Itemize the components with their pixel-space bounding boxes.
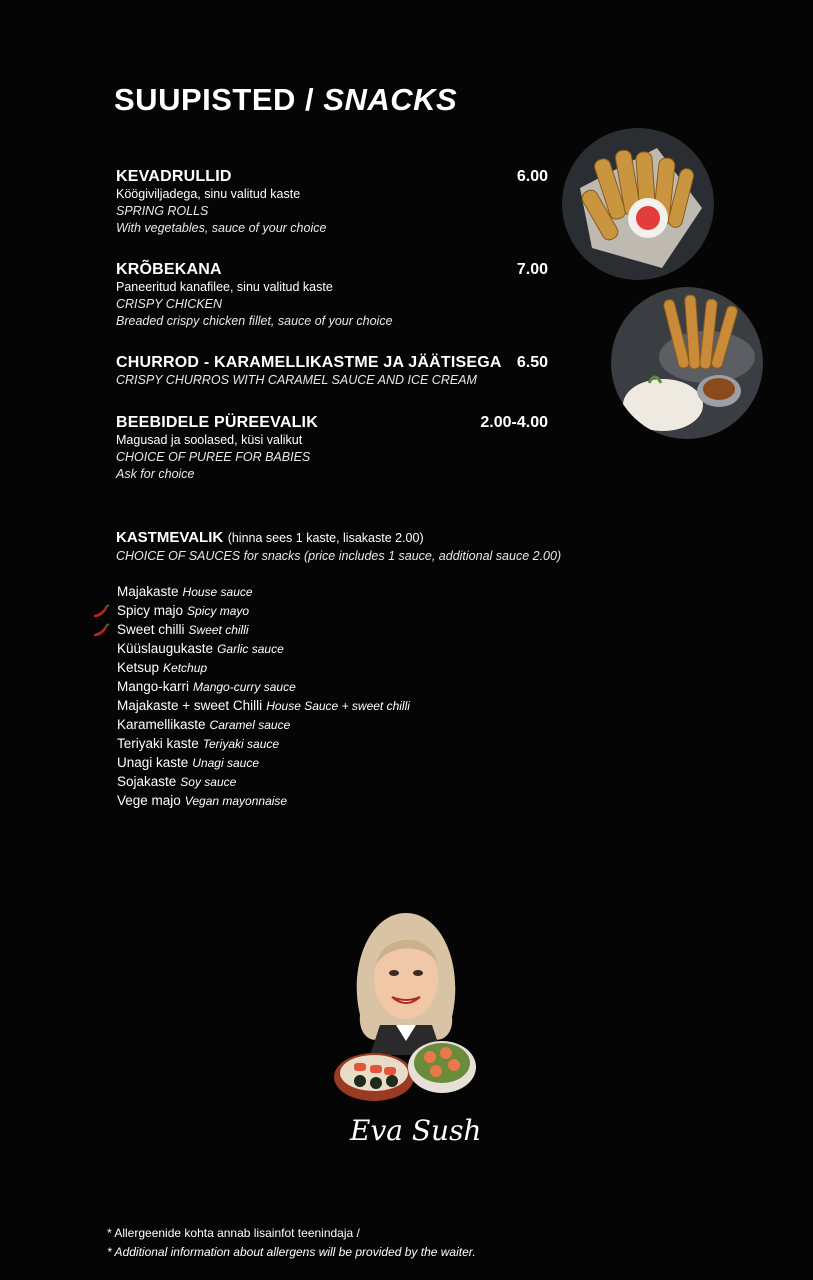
item-desc-en: Breaded crispy chicken fillet, sauce of your choice [116,314,393,328]
list-item: Sojakaste Soy sauce [117,774,237,789]
list-item: Karamellikaste Caramel sauce [117,717,291,732]
item-name: CHURROD - KARAMELLIKASTME JA JÄÄTISEGA [116,354,502,371]
list-item: Ketsup Ketchup [117,660,208,675]
chili-pepper-icon [91,623,111,639]
menu-item-spring-rolls [116,168,548,237]
item-price: 6.50 [516,354,548,371]
menu-item-baby-puree [116,414,548,483]
spring-rolls-photo [562,128,714,280]
churros-photo [611,287,763,439]
menu-item-churros [116,354,548,389]
sauces-title: KASTMEVALIK [116,529,224,546]
item-name: KRÕBEKANA [116,261,222,278]
item-name: BEEBIDELE PÜREEVALIK [116,414,318,431]
item-desc-et: Köögiviljadega, sinu valitud kaste [116,187,301,201]
item-price: 6.00 [516,168,548,185]
sauces-en: CHOICE OF SAUCES for snacks (price includes 1 sauce, additional sauce 2.00) [116,549,562,563]
title-et: SUUPISTED / [114,82,324,117]
list-item: Vege majo Vegan mayonnaise [117,793,288,808]
item-name-en: CHOICE OF PUREE FOR BABIES [116,450,311,464]
list-item: Unagi kaste Unagi sauce [117,755,260,770]
list-item: Majakaste House sauce [117,584,253,599]
list-item: Mango-karri Mango-curry sauce [117,679,296,694]
item-name: KEVADRULLID [116,168,232,185]
list-item: Sweet chilli Sweet chilli [117,622,410,641]
item-desc-en: Ask for choice [116,467,195,481]
item-desc-en: With vegetables, sauce of your choice [116,221,327,235]
item-name-en: CRISPY CHICKEN [116,297,223,311]
sauces-note: (hinna sees 1 kaste, lisakaste 2.00) [227,531,424,545]
item-name-en: SPRING ROLLS [116,204,209,218]
list-item: Teriyaki kaste Teriyaki sauce [117,736,280,751]
chili-pepper-icon [91,604,111,620]
item-price: 2.00-4.00 [480,414,548,431]
item-desc-et: Paneeritud kanafilee, sinu valitud kaste [116,280,333,294]
list-item: Küüslaugukaste Garlic sauce [117,641,284,656]
sauce-list [117,584,410,812]
item-price: 7.00 [516,261,548,278]
eva-sushi-logo [330,905,482,1160]
title-en: SNACKS [323,82,458,117]
item-name-en: CRISPY CHURROS WITH CARAMEL SAUCE AND ICE CREAM [116,373,477,387]
sauces-section [116,529,676,565]
footer-et: * Allergeenide kohta annab lisainfot teenindaja / [107,1226,360,1240]
item-desc-et: Magusad ja soolased, küsi valikut [116,433,303,447]
list-item: Majakaste + sweet Chilli House Sauce + sweet chilli [117,698,410,713]
list-item: Spicy majo Spicy mayo [117,603,410,622]
footer-en: * Additional information about allergens will be provided by the waiter. [107,1245,476,1259]
logo-text: Eva Sushi [350,1114,482,1147]
page-title [114,82,457,118]
allergen-footer [107,1224,476,1262]
menu-item-crispy-chicken [116,261,548,330]
